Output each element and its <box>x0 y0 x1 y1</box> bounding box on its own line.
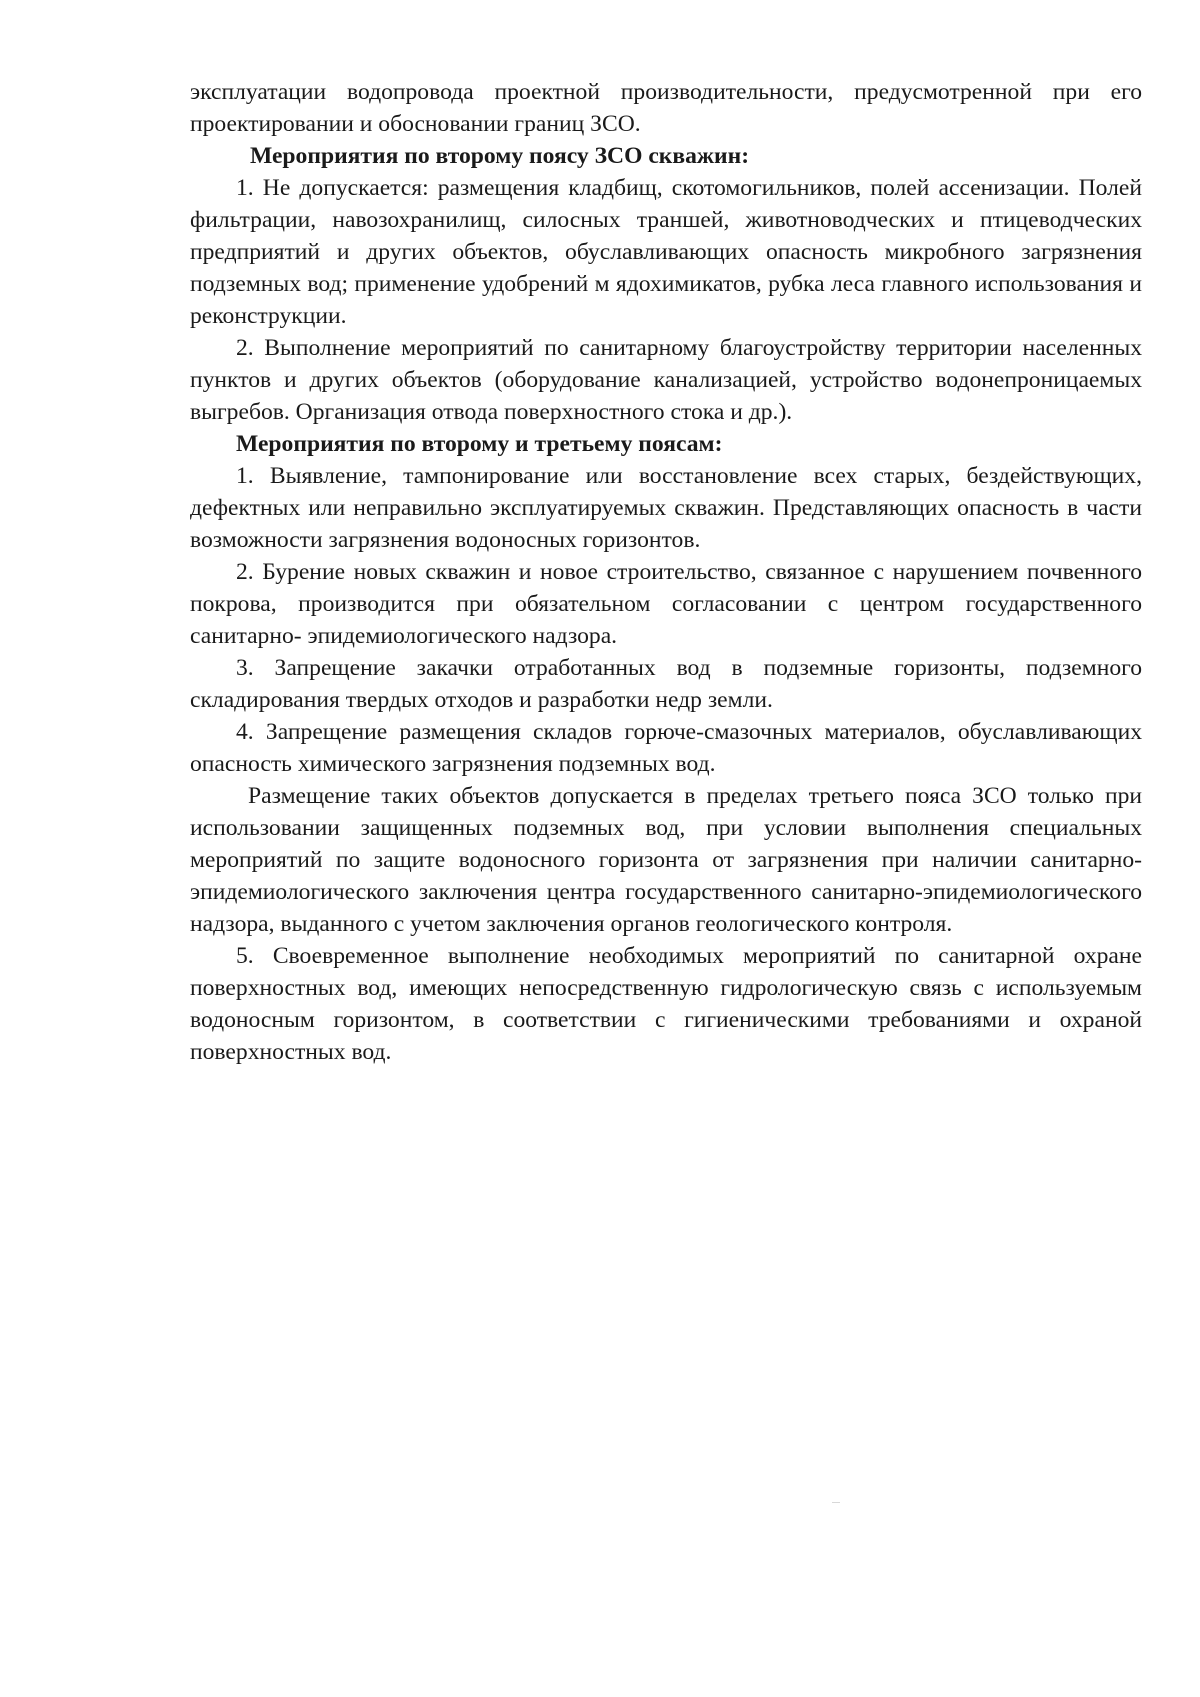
paragraph-item-5b: 5. Своевременное выполнение необходимых мероприятий по санитарной охране поверхностных вод, имеющих непосредственную гидрологическую связь с используемым водоносным горизонтом, в соответствии с гигиеническими требованиями и охраной поверхностных вод. <box>190 943 1142 1065</box>
paragraph-item-2: 2. Выполнение мероприятий по санитарному благоустройству территории населенных пунктов и других объектов (оборудование канализацией, устройство водонепроницаемых выгребов. Организация отвода поверхностного стока и др.). <box>190 335 1142 425</box>
paragraph-item-1b: 1. Выявление, тампонирование или восстановление всех старых, бездействующих, дефектных или неправильно эксплуатируемых скважин. Представляющих опасность в части возможности загрязнения водоносных горизонтов. <box>190 463 1142 553</box>
scan-artifact <box>832 1502 840 1503</box>
heading-second-third-belts: Мероприятия по второму и третьему поясам: <box>236 431 723 457</box>
paragraph-item-4b: 4. Запрещение размещения складов горюче-смазочных материалов, обуславливающих опасность химического загрязнения подземных вод. <box>190 719 1142 777</box>
document-body <box>190 76 1142 1068</box>
paragraph-placement-note: Размещение таких объектов допускается в пределах третьего пояса ЗСО только при использовании защищенных подземных вод, при условии выполнения специальных мероприятий по защите водоносного горизонта от загрязнения при наличии санитарно-эпидемиологического заключения центра государственного санитарно-эпидемиологического надзора, выданного с учетом заключения органов геологического контроля. <box>190 783 1142 937</box>
paragraph-item-1: 1. Не допускается: размещения кладбищ, скотомогильников, полей ассенизации. Полей фильтрации, навозохранилищ, силосных траншей, животноводческих и птицеводческих предприятий и других объектов, обуславливающих опасность микробного загрязнения подземных вод; применение удобрений м ядохимикатов, рубка леса главного использования и реконструкции. <box>190 175 1142 329</box>
paragraph-continuation: эксплуатации водопровода проектной производительности, предусмотренной при его проектировании и обосновании границ ЗСО. <box>190 79 1142 137</box>
heading-second-belt: Мероприятия по второму поясу ЗСО скважин: <box>250 143 750 169</box>
paragraph-item-3b: 3. Запрещение закачки отработанных вод в подземные горизонты, подземного складирования твердых отходов и разработки недр земли. <box>190 655 1142 713</box>
paragraph-item-2b: 2. Бурение новых скважин и новое строительство, связанное с нарушением почвенного покрова, производится при обязательном согласовании с центром государственного санитарно- эпидемиологического надзора. <box>190 559 1142 649</box>
